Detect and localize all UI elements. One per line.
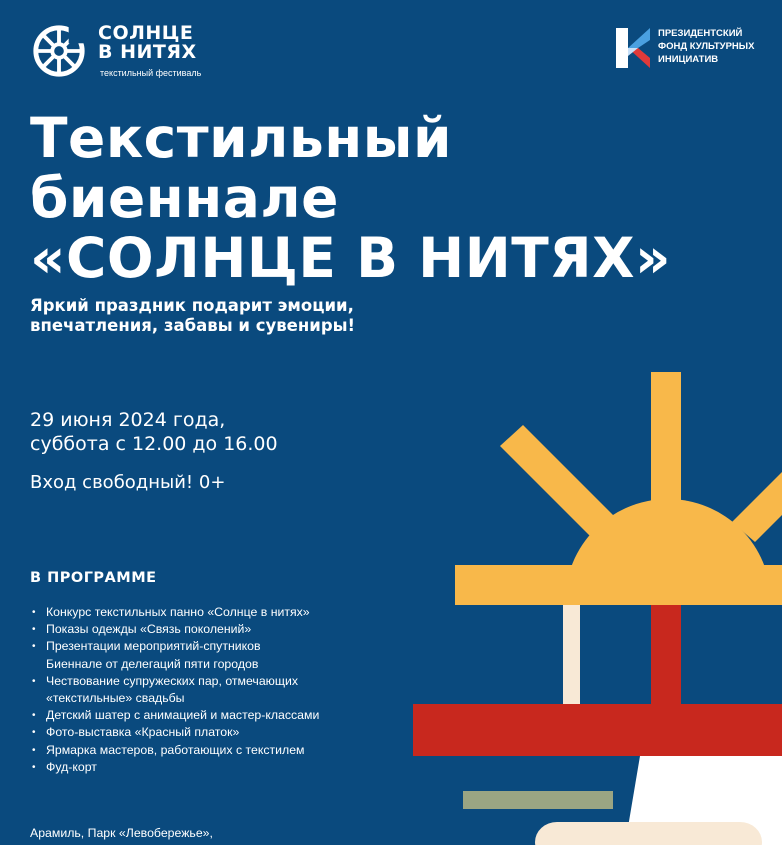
partner-name: ПРЕЗИДЕНТСКИЙ ФОНД КУЛЬТУРНЫХ ИНИЦИАТИВ xyxy=(658,28,755,65)
red-column xyxy=(651,605,681,705)
list-item: • Чествование супружеских пар, отмечающих «текстильные» свадьбы xyxy=(32,673,372,707)
partner-logo xyxy=(614,26,754,70)
festival-logo xyxy=(30,22,201,80)
subtitle: Яркий праздник подарит эмоции, впечатления, забавы и сувениры! xyxy=(30,296,356,335)
program-heading: В ПРОГРАММЕ xyxy=(30,570,157,586)
list-item: • Детский шатер с анимацией и мастер-классами xyxy=(32,707,372,724)
logo-name-line2: В НИТЯХ xyxy=(98,41,197,63)
list-item: • Презентации мероприятий-спутников Биеннале от делегаций пяти городов xyxy=(32,638,372,672)
event-address: Арамиль, Парк «Левобережье», xyxy=(30,826,213,840)
sun-horizon-bar xyxy=(455,565,782,605)
cream-column xyxy=(563,605,580,705)
logo-subline: текстильный фестиваль xyxy=(100,68,202,78)
program-list xyxy=(32,604,372,776)
list-item: • Фото-выставка «Красный платок» xyxy=(32,724,372,741)
page-title: Текстильный биеннале «СОЛНЦЕ В НИТЯХ» xyxy=(30,106,672,290)
cream-block xyxy=(535,822,762,845)
olive-bar xyxy=(463,791,613,809)
list-item: • Показы одежды «Связь поколений» xyxy=(32,621,372,638)
entry-info: Вход свободный! 0+ xyxy=(30,472,226,493)
event-date: 29 июня 2024 года, суббота с 12.00 до 16.00 xyxy=(30,409,278,455)
list-item: • Ярмарка мастеров, работающих с текстилем xyxy=(32,742,372,759)
list-item: • Конкурс текстильных панно «Солнце в нитях» xyxy=(32,604,372,621)
sun-wheel-icon xyxy=(30,22,88,80)
red-bar xyxy=(413,704,782,756)
pfki-logo-icon xyxy=(614,26,652,70)
list-item: • Фуд-корт xyxy=(32,759,372,776)
logo-name-line1: СОЛНЦЕ xyxy=(98,22,194,44)
